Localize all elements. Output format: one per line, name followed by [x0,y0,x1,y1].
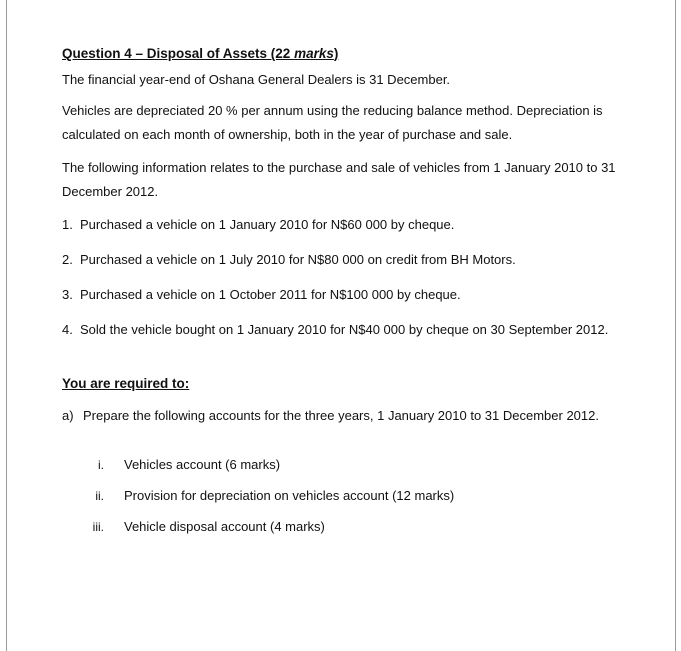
sub-item [62,487,642,505]
sub-item-text: Vehicle disposal account (4 marks) [124,518,325,534]
list-item-text: Sold the vehicle bought on 1 January 2010 for N$40 000 by cheque on 30 September 2012. [80,322,609,338]
sub-item-numeral: ii. [95,488,104,503]
question-title-close: ) [333,46,339,61]
transaction-list [62,216,642,338]
part-a-text: Prepare the following accounts for the three years, 1 January 2010 to 31 December 2012. [83,407,599,423]
sub-item-numeral: iii. [92,519,104,534]
accounts-list [62,456,642,536]
page-border-left [6,0,7,651]
list-item-number: 1. [62,217,73,233]
required-heading: You are required to: [62,376,190,392]
list-item [62,286,642,303]
list-item [62,321,642,338]
list-item-text: Purchased a vehicle on 1 July 2010 for N$80 000 on credit from BH Motors. [80,252,516,268]
sub-item-text: Provision for depreciation on vehicles account (12 marks) [124,487,455,503]
list-item-text: Purchased a vehicle on 1 October 2011 for N$100 000 by cheque. [80,287,461,303]
list-item-text: Purchased a vehicle on 1 January 2010 for N$60 000 by cheque. [80,217,455,233]
list-item-number: 3. [62,287,73,303]
sub-item-numeral: i. [98,457,104,472]
question-title: Question 4 – Disposal of Assets (22 [62,46,295,61]
sub-item [62,518,642,536]
sub-item-text: Vehicles account (6 marks) [124,456,281,472]
question-heading [62,44,642,64]
page-border-right [675,0,676,651]
question-title-marks: marks [294,46,334,61]
part-a [62,407,642,426]
part-a-label: a) [62,407,74,423]
list-item [62,251,642,268]
information-paragraph: The following information relates to the purchase and sale of vehicles from 1 January 2010 to 31 December 2012. [62,160,616,200]
question-content [62,44,642,549]
year-end-paragraph: The financial year-end of Oshana General Dealers is 31 December. [62,71,451,87]
list-item-number: 4. [62,322,73,338]
list-item-number: 2. [62,252,73,268]
list-item [62,216,642,233]
depreciation-paragraph: Vehicles are depreciated 20 % per annum using the reducing balance method. Depreciation is calculated on each month of ownership, both in the year of purchase and sale. [62,103,603,143]
sub-item [62,456,642,474]
